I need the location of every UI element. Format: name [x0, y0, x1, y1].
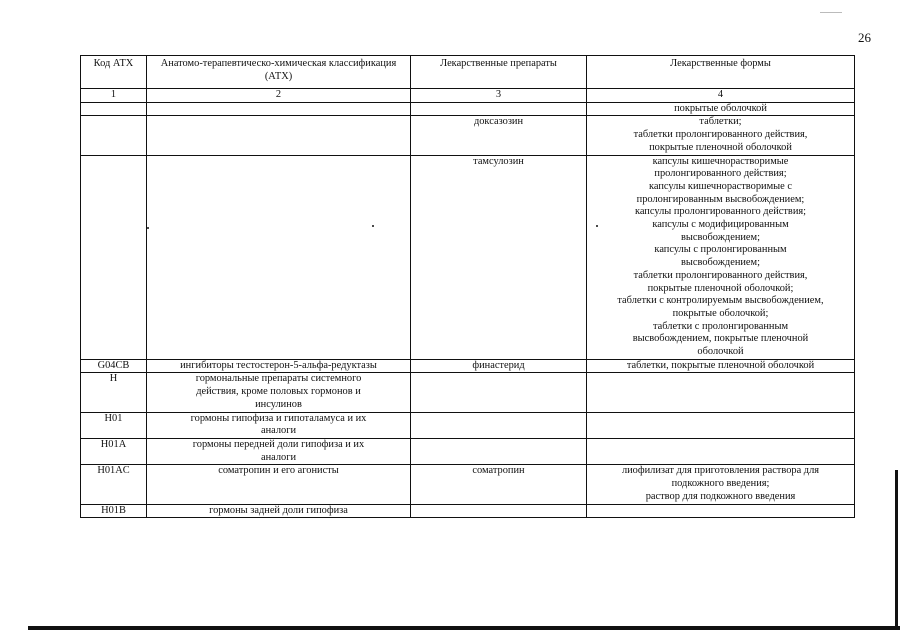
cell-line: таблетки, покрытые пленочной оболочкой: [626, 359, 815, 371]
cell-classification: [147, 116, 411, 155]
header-code: Код АТХ: [81, 56, 147, 89]
cell-line: таблетки пролонгированного действия,: [633, 129, 808, 141]
cell-code: [81, 102, 147, 116]
cell-line: капсулы с пролонгированным: [654, 244, 787, 256]
scan-mark: [820, 12, 842, 13]
column-number-3: 3: [411, 89, 587, 103]
cell-line: тамсулозин: [473, 155, 524, 167]
cell-line: аналоги: [260, 451, 297, 463]
cell-forms: [587, 465, 855, 504]
page-number: 26: [858, 30, 871, 45]
cell-code: [81, 155, 147, 359]
cell-classification: [147, 504, 411, 518]
cell-drug: [411, 373, 587, 412]
table-row: [81, 412, 855, 438]
cell-forms: [587, 412, 855, 438]
cell-line: таблетки с контролируемым высвобождением,: [617, 295, 824, 307]
cell-code: H: [81, 373, 147, 412]
cell-classification: [147, 465, 411, 504]
cell-code: H01AC: [81, 465, 147, 504]
column-number-row: [81, 89, 855, 103]
cell-line: действия, кроме половых гормонов и: [196, 386, 361, 398]
cell-line: капсулы пролонгированного действия;: [634, 206, 807, 218]
atx-table: [80, 55, 855, 518]
column-number-4: 4: [587, 89, 855, 103]
cell-classification: [147, 373, 411, 412]
cell-code: H01B: [81, 504, 147, 518]
cell-line: высвобождением;: [680, 257, 761, 269]
cell-line: гормоны передней доли гипофиза и их: [192, 438, 365, 450]
table-row: [81, 438, 855, 464]
column-number-2: 2: [147, 89, 411, 103]
cell-line: аналоги: [260, 425, 297, 437]
cell-line: подкожного введения;: [671, 478, 770, 490]
cell-classification: [147, 359, 411, 373]
cell-forms: [587, 373, 855, 412]
table-row: [81, 102, 855, 116]
cell-line: покрытые пленочной оболочкой: [649, 141, 792, 153]
cell-line: соматропин и его агонисты: [218, 465, 339, 477]
cell-drug: [411, 412, 587, 438]
cell-line: высвобождением, покрытые пленочной: [632, 333, 809, 345]
cell-line: соматропин: [472, 465, 525, 477]
cell-code: [81, 116, 147, 155]
header-drugs: Лекарственные препараты: [411, 56, 587, 89]
cell-forms: [587, 116, 855, 155]
cell-line: пролонгированным высвобождением;: [636, 193, 805, 205]
cell-forms: [587, 155, 855, 359]
cell-classification: [147, 412, 411, 438]
cell-line: раствор для подкожного введения: [645, 490, 796, 502]
cell-line: капсулы кишечнорастворимые с: [649, 180, 792, 192]
cell-line: покрытые оболочкой: [674, 102, 767, 114]
scan-speck: [596, 225, 598, 227]
cell-line: покрытые пленочной оболочкой;: [647, 282, 794, 294]
header-row: [81, 56, 855, 89]
cell-line: ингибиторы тестостерон-5-альфа-редуктазы: [180, 359, 377, 371]
scan-edge: [895, 470, 898, 630]
cell-line: капсулы кишечнорастворимые: [652, 155, 789, 167]
cell-line: инсулинов: [255, 398, 302, 410]
header-forms: Лекарственные формы: [587, 56, 855, 89]
table-row: [81, 373, 855, 412]
cell-forms: [587, 102, 855, 116]
scan-speck: [372, 225, 374, 227]
cell-drug: [411, 465, 587, 504]
cell-line: финастерид: [472, 359, 525, 371]
table-row: [81, 465, 855, 504]
cell-forms: [587, 359, 855, 373]
cell-classification: [147, 438, 411, 464]
cell-drug: [411, 102, 587, 116]
cell-line: капсулы с модифицированным: [652, 219, 789, 231]
cell-line: оболочкой: [697, 346, 744, 358]
table-row: [81, 359, 855, 373]
table-row: [81, 504, 855, 518]
cell-line: таблетки пролонгированного действия,: [633, 269, 808, 281]
cell-line: таблетки с пролонгированным: [652, 320, 789, 332]
cell-forms: [587, 504, 855, 518]
cell-line: пролонгированного действия;: [654, 168, 787, 180]
cell-forms: [587, 438, 855, 464]
cell-drug: [411, 116, 587, 155]
cell-classification: [147, 155, 411, 359]
cell-code: H01A: [81, 438, 147, 464]
cell-drug: [411, 438, 587, 464]
cell-line: покрытые оболочкой;: [672, 307, 769, 319]
cell-line: гормоны задней доли гипофиза: [209, 504, 348, 516]
scan-speck: [147, 227, 149, 229]
scan-edge: [28, 626, 900, 630]
header-classification: Анатомо-терапевтическо-химическая классификация (АТХ): [147, 56, 411, 89]
cell-line: лиофилизат для приготовления раствора для: [621, 465, 820, 477]
cell-line: таблетки;: [699, 116, 742, 128]
cell-line: гормоны гипофиза и гипоталамуса и их: [190, 412, 367, 424]
cell-code: H01: [81, 412, 147, 438]
cell-drug: [411, 359, 587, 373]
cell-line: доксазозин: [473, 116, 524, 128]
cell-drug: [411, 155, 587, 359]
cell-code: G04CB: [81, 359, 147, 373]
column-number-1: 1: [81, 89, 147, 103]
cell-drug: [411, 504, 587, 518]
cell-classification: [147, 102, 411, 116]
table-row: [81, 155, 855, 359]
cell-line: высвобождением;: [680, 231, 761, 243]
table-row: [81, 116, 855, 155]
cell-line: гормональные препараты системного: [195, 373, 362, 385]
